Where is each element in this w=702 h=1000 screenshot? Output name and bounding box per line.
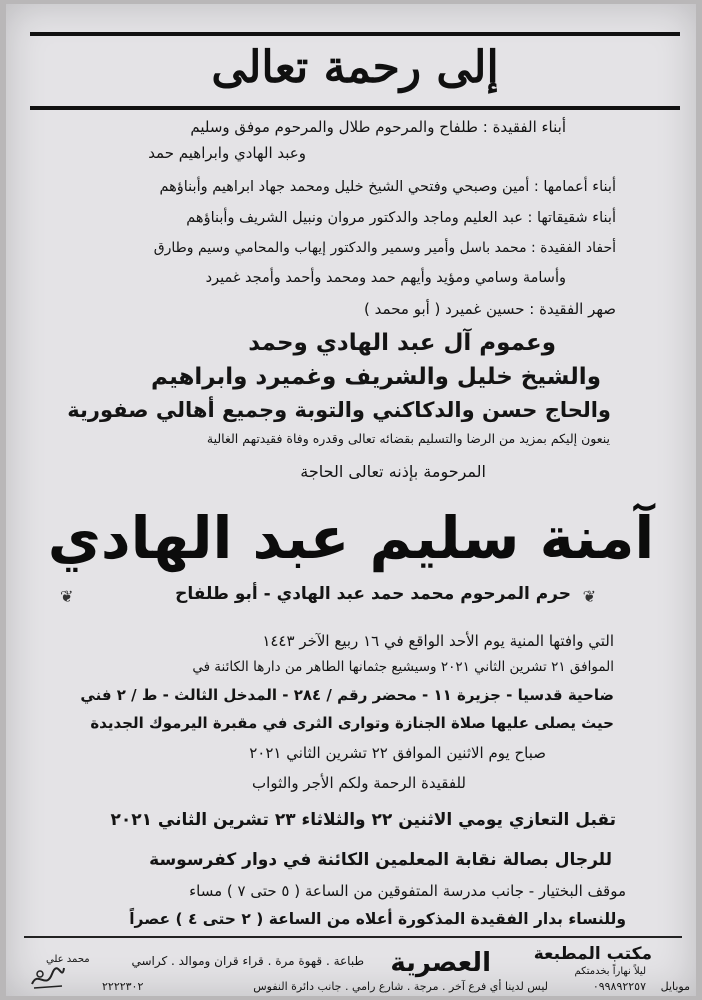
footer-services: طباعة . قهوة مرة . قراء قران وموالد . كراسي	[131, 954, 364, 968]
deceased-name: آمنة سليم عبد الهادي	[47, 504, 655, 572]
death-date-line: التي وافتها المنية يوم الأحد الواقع في ١٦ ربيع الآخر ١٤٤٣	[262, 632, 614, 650]
grandsons-line-1: أحفاد الفقيدة : محمد باسل وأمير وسمير والدكتور إيهاب والمحامي وسيم وطارق	[153, 240, 616, 256]
burial-line: حيث يصلى عليها صلاة الجنازة وتوارى الثرى في مقبرة اليرموك الجديدة	[90, 714, 614, 732]
ornament-left-icon: ❦	[60, 587, 74, 606]
address-line: ضاحية قدسيا - جزيرة ١١ - محضر رقم / ٢٨٤ - المدخل الثالث - ط / ٢ فني	[80, 686, 614, 704]
footer-slogan: ليلاً نهاراً بخدمتكم	[574, 966, 646, 977]
footer-mobile-label: موبايل	[660, 980, 690, 993]
ornament-right-icon: ❦	[582, 587, 596, 606]
funeral-line-1: الموافق ٢١ تشرين الثاني ٢٠٢١ وسيشيع جثمانها الطاهر من دارها الكائنة في	[192, 659, 614, 675]
deceased-prefix: المرحومة بإذنه تعالى الحاجة	[300, 462, 486, 481]
family-line-3: والحاج حسن والدكاكني والتوبة وجميع أهالي صفورية	[67, 398, 611, 422]
condolence-days-line: تقبل التعازي يومي الاثنين ٢٢ والثلاثاء ٢٣ تشرين الثاني ٢٠٢١	[110, 810, 616, 830]
stamp-text: محمد علي	[46, 954, 90, 965]
son-in-law-line: صهر الفقيدة : حسين غميرد ( أبو محمد )	[364, 300, 616, 318]
footer-office: مكتب المطبعة	[533, 944, 652, 964]
footer-brand: العصرية	[390, 948, 491, 978]
footer-phone-landline: ٢٢٢٢٣٠٢	[102, 980, 144, 993]
condolence-phrase: للفقيدة الرحمة ولكم الأجر والثواب	[252, 774, 466, 792]
grandsons-line-2: وأسامة وسامي ومؤيد وأيهم حمد ومحمد وأحمد وأمجد غميرد	[205, 270, 566, 286]
nephews-line: أبناء شقيقاتها : عبد العليم وماجد والدكتور مروان ونبيل الشريف وأبناؤهم	[186, 210, 616, 226]
spouse-line: حرم المرحوم محمد حمد عبد الهادي - أبو طلفاح	[175, 584, 571, 604]
sons-line-1: أبناء الفقيدة : طلفاح والمرحوم طلال والمرحوم موفق وسليم	[190, 118, 566, 136]
sons-line-2: وعبد الهادي وابراهيم حمد	[148, 144, 306, 162]
cousins-line: أبناء أعمامها : أمين وصبحي وفتحي الشيخ خليل ومحمد جهاد ابراهيم وأبناؤهم	[159, 179, 616, 195]
family-line-1: وعموم آل عبد الهادي وحمد	[248, 330, 556, 356]
header-banner	[30, 32, 680, 110]
footer-divider	[24, 936, 682, 938]
printer-stamp-icon	[28, 962, 68, 992]
footer-address: ليس لدينا أي فرع آخر . مرجة . شارع رامي . جانب دائرة النفوس	[253, 980, 548, 993]
footer-phone-mobile: ٠٩٩٨٩٢٢٥٧	[592, 980, 646, 993]
obituary-paper	[6, 4, 696, 996]
family-line-2: والشيخ خليل والشريف وغميرد وابراهيم	[151, 364, 601, 390]
header-title: إلى رحمة تعالى	[211, 42, 499, 93]
announcement-line: ينعون إليكم بمزيد من الرضا والتسليم بقضائه تعالى وقدره وفاة فقيدتهم الغالية	[206, 431, 610, 446]
burial-date-line: صباح يوم الاثنين الموافق ٢٢ تشرين الثاني ٢٠٢١	[249, 744, 546, 762]
women-hours-line: وللنساء بدار الفقيدة المذكورة أعلاه من الساعة ( ٢ حتى ٤ ) عصراً	[129, 910, 626, 928]
men-venue-line: للرجال بصالة نقابة المعلمين الكائنة في دوار كفرسوسة	[149, 850, 612, 870]
men-hours-line: موقف البختيار - جانب مدرسة المتفوقين من الساعة ( ٥ حتى ٧ ) مساء	[189, 882, 626, 900]
